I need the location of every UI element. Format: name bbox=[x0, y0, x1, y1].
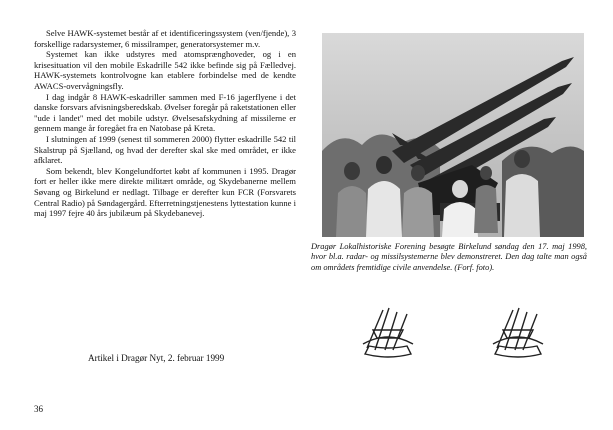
article-credit: Artikel i Dragør Nyt, 2. februar 1999 bbox=[88, 353, 225, 363]
paragraph: I dag indgår 8 HAWK-eskadriller sammen med F-16 jagerflyene i det danske forsvars afvisningsberedskab. Øvelser foregår på raketstationen eller "ude i landet" med det mobile udstyr. Øvelsesafskydning af missilerne er gennem mange år foregået fra en Natobase på Kreta. bbox=[34, 91, 297, 134]
hawk-missile-emblem-icon bbox=[357, 300, 419, 360]
missile-launcher-photo bbox=[322, 33, 584, 237]
page-number: 36 bbox=[34, 404, 43, 414]
paragraph: Som bekendt, blev Kongelundfortet købt af kommunen i 1995. Dragør fort er heller ikke mere direkte militært område, og Skydebanerne mellem Søvang og Birkelund er nedlagt. Tilbage er derefter kun FCR (Forsvarets Central Radio) på Søndagergård. Efterretningstjenestens lyttestation kunne i maj 1997 fejre 40 års jubilæum på Skydebanevej. bbox=[34, 165, 296, 219]
photo-illustration bbox=[322, 33, 584, 237]
paragraph: Systemet kan ikke udstyres med atomsprænghoveder, og i en krisesituation vil den mobile Eskadrille 542 ikke befinde sig på Fælledvej. HAWK-systemets kontrolvogne kan etablere forbindelse med de kendte AWACS-overvågningsfly. bbox=[34, 49, 296, 91]
article-body bbox=[34, 28, 296, 219]
hawk-missile-emblem-icon bbox=[487, 300, 549, 360]
paragraph: I slutningen af 1999 (senest til sommeren 2000) flytter eskadrille 542 til Skalstrup på Sjælland, og hvad der derefter skal ske med området, er ikke afklaret. bbox=[34, 133, 296, 166]
photo-caption: Dragør Lokalhistoriske Forening besøgte Birkelund søndag den 17. maj 1998, hvor bl.a. radar- og missilsystemerne blev demonstreret. Den dag talte man også om områdets fremtidige civile anvendelse. (Forf. foto). bbox=[311, 242, 587, 272]
paragraph: Selve HAWK-systemet består af et identificeringssystem (ven/fjende), 3 forskellige radarsystemer, 6 missilramper, generatorsystemer m.v. bbox=[34, 28, 296, 49]
